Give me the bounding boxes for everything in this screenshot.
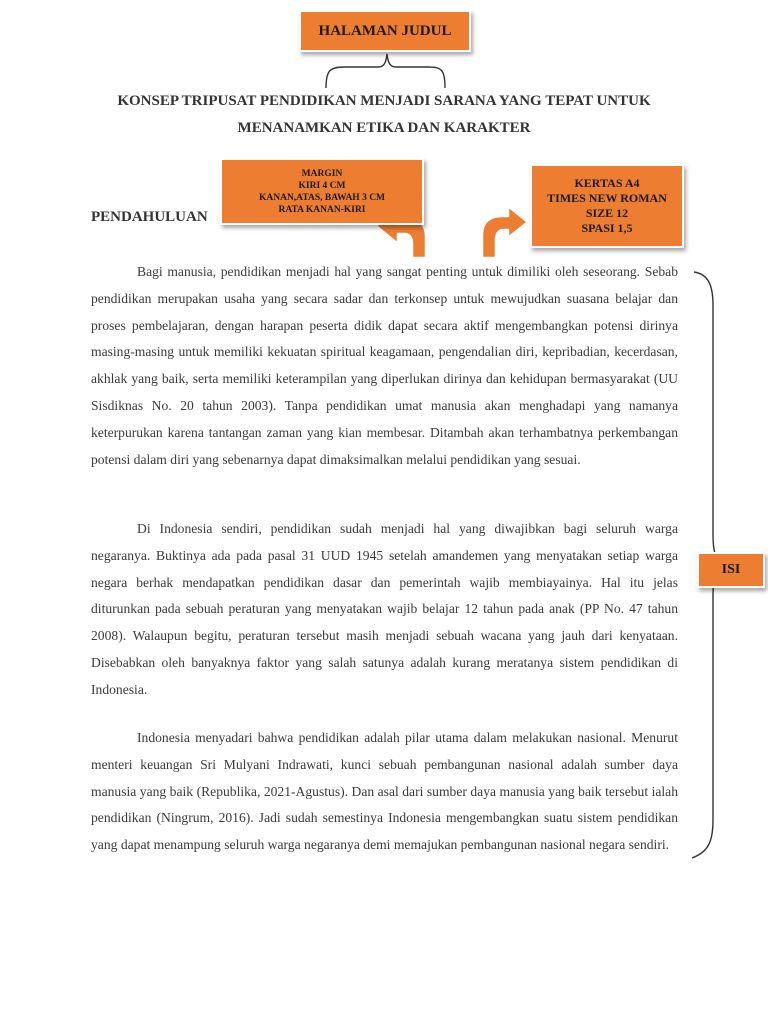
- body-paragraph: Bagi manusia, pendidikan menjadi hal yang sangat penting untuk dimiliki oleh seseorang. Sebab pendidikan merupakan usaha yang secara sadar dan terkonsep untuk mewujudkan suasana belajar dan proses pembelajaran, dengan harapan peserta didik dapat secara aktif mengembangkan potensi dirinya masing-masing untuk memiliki kekuatan spiritual keagamaan, pengendalian diri, kepribadian, kecerdasan, akhlak yang baik, serta memiliki keterampilan yang diperlukan dirinya dan kehidupan bermasyarakat (UU Sisdiknas No. 20 tahun 2003). Tanpa pendidikan umat manusia akan menghadapi yang namanya keterpurukan karena tantangan zaman yang kian membesar. Ditambah akan terhambatnya perkembangan potensi dalam diri yang sebenarnya dapat dimaksimalkan melalui pendidikan yang sesuai.: [91, 264, 678, 467]
- arrow-right-icon: [482, 206, 528, 258]
- margin-line: MARGIN: [301, 168, 343, 179]
- title-brace: [326, 54, 445, 88]
- section-heading: PENDAHULUAN: [91, 209, 208, 225]
- isi-label: ISI: [721, 562, 741, 577]
- kertas-callout: [530, 164, 684, 248]
- isi-callout: [697, 552, 765, 588]
- kertas-line: SPASI 1,5: [581, 221, 633, 235]
- body-paragraph: Di Indonesia sendiri, pendidikan sudah menjadi hal yang diwajibkan bagi seluruh warga negaranya. Buktinya ada pada pasal 31 UUD 1945 setelah amandemen yang menyatakan setiap warga negara berhak mendapatkan pendidikan dasar dan pemerintah wajib membiayainya. Hal itu jelas diturunkan pada sebuah peraturan yang menyatakan wajib belajar 12 tahun pada anak (PP No. 47 tahun 2008). Walaupun begitu, peraturan tersebut masih menjadi sebuah wacana yang jauh dari kenyataan. Disebabkan oleh banyaknya faktor yang salah satunya adalah kurang meratanya sistem pendidikan di Indonesia.: [91, 521, 678, 697]
- halaman-judul-label: HALAMAN JUDUL: [318, 22, 452, 39]
- kertas-line: SIZE 12: [585, 206, 629, 220]
- kertas-line: KERTAS A4: [574, 176, 640, 190]
- halaman-judul-callout: [299, 10, 471, 52]
- margin-line: KANAN,ATAS, BAWAH 3 CM: [258, 192, 386, 203]
- margin-line: RATA KANAN-KIRI: [278, 204, 366, 215]
- kertas-line: TIMES NEW ROMAN: [547, 191, 667, 205]
- margin-line: KIRI 4 CM: [298, 180, 346, 191]
- document-title-line-2: MENANAMKAN ETIKA DAN KARAKTER: [237, 120, 531, 136]
- body-paragraph: Indonesia menyadari bahwa pendidikan adalah pilar utama dalam melakukan nasional. Menurut menteri keuangan Sri Mulyani Indrawati, kunci sebuah pembangunan nasional adalah sumber daya manusia yang baik (Republika, 2021-Agustus). Dan asal dari sumber daya manusia yang baik tersebut ialah pendidikan (Ningrum, 2016). Jadi sudah semestinya Indonesia mengembangkan suatu sistem pendidikan yang dapat menampung seluruh warga negaranya demi memajukan pembangunan nasional negara sendiri.: [91, 730, 678, 853]
- margin-callout: [220, 158, 424, 225]
- document-title-line-1: KONSEP TRIPUSAT PENDIDIKAN MENJADI SARANA YANG TEPAT UNTUK: [117, 93, 651, 109]
